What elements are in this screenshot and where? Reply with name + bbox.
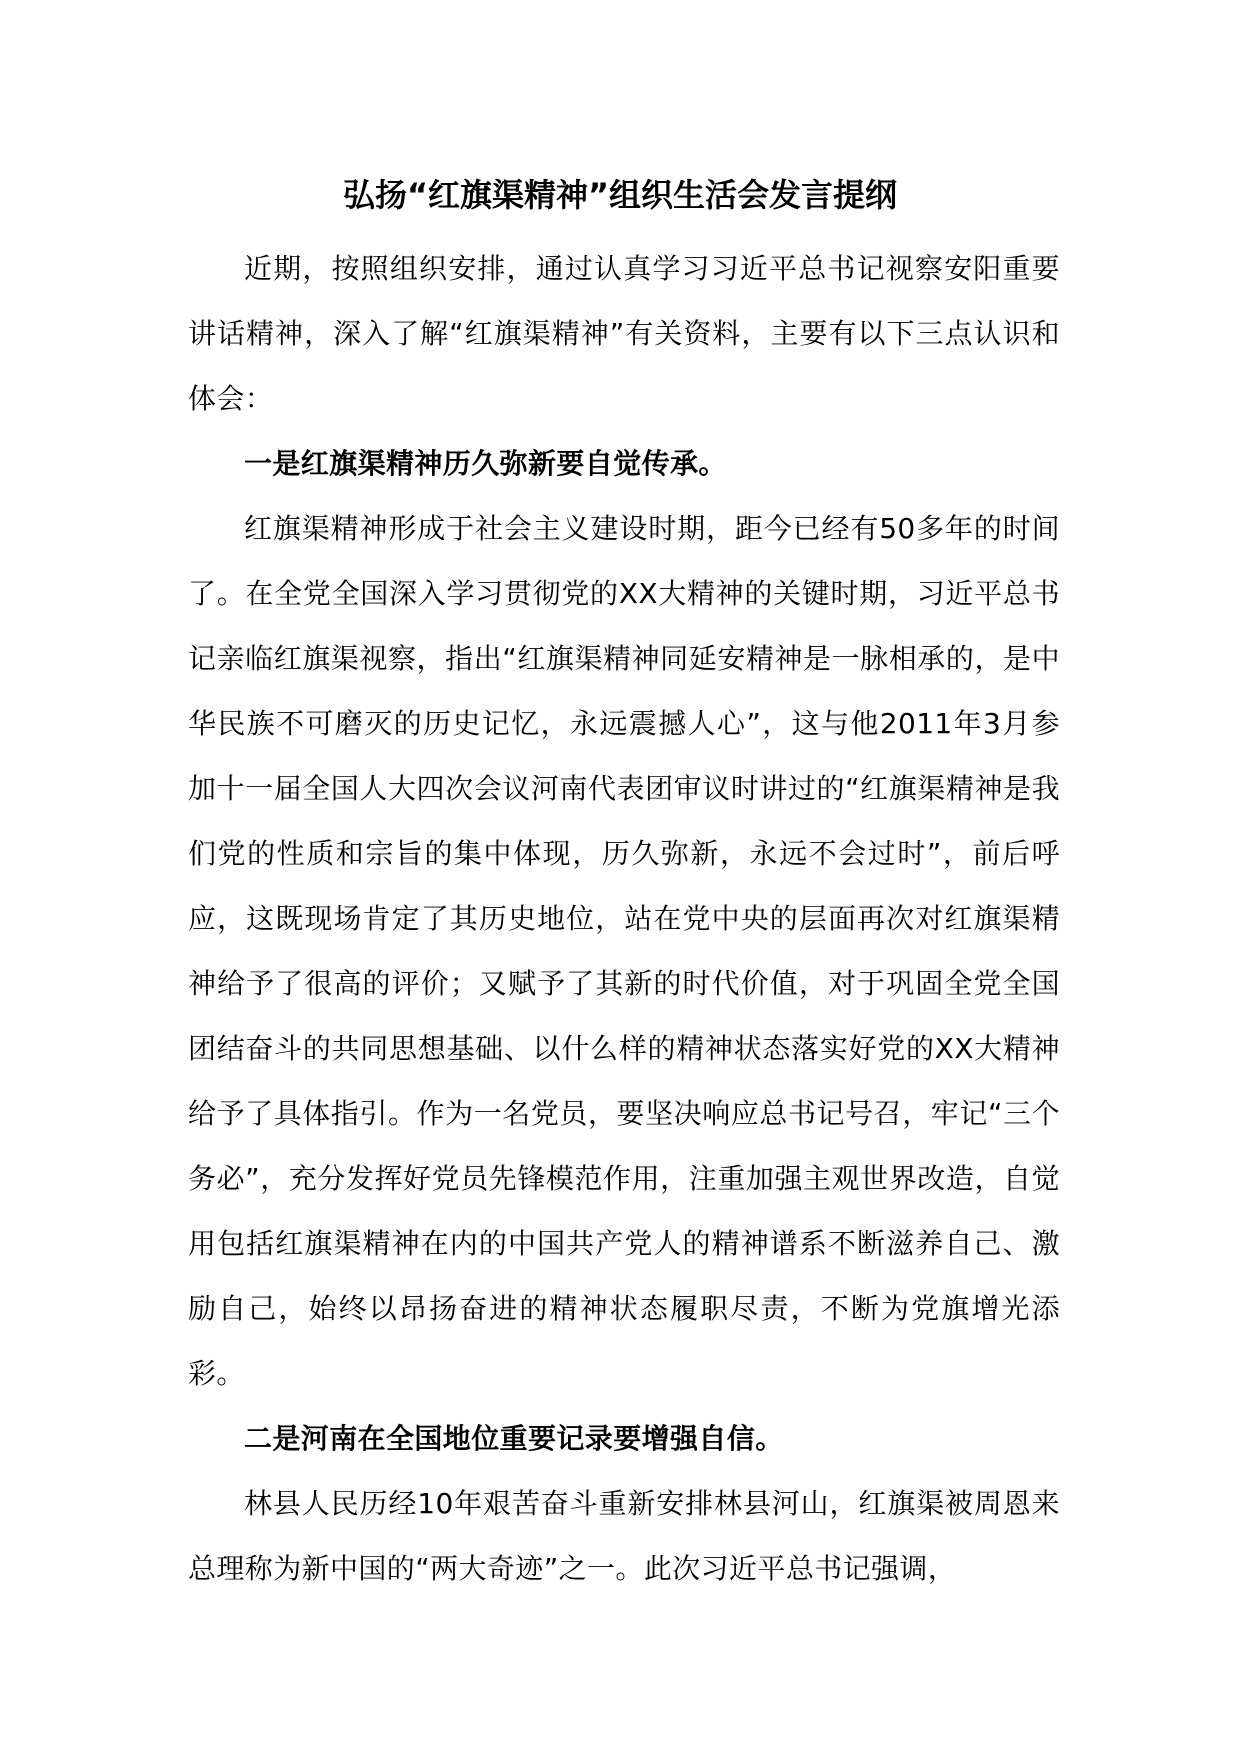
document-body: [188, 236, 1060, 1601]
section-heading-1: 一是红旗渠精神历久弥新要自觉传承。: [244, 447, 727, 480]
section-1-paragraph: 红旗渠精神形成于社会主义建设时期，距今已经有50多年的时间了。在全党全国深入学习贯彻党的XX大精神的关键时期，习近平总书记亲临红旗渠视察，指出“红旗渠精神同延安精神是一脉相承的，是中华民族不可磨灭的历史记忆，永远震撼人心”，这与他2011年3月参加十一届全国人大四次会议河南代表团审议时讲过的“红旗渠精神是我们党的性质和宗旨的集中体现，历久弥新，永远不会过时”，前后呼应，这既现场肯定了其历史地位，站在党中央的层面再次对红旗渠精神给予了很高的评价；又赋予了其新的时代价值，对于巩固全党全国团结奋斗的共同思想基础、以什么样的精神状态落实好党的XX大精神给予了具体指引。作为一名党员，要坚决响应总书记号召，牢记“三个务必”，充分发挥好党员先锋模范作用，注重加强主观世界改造，自觉用包括红旗渠精神在内的中国共产党人的精神谱系不断滋养自己、激励自己，始终以昂扬奋进的精神状态履职尽责，不断为党旗增光添彩。: [188, 512, 1060, 1390]
document-title: 弘扬“红旗渠精神”组织生活会发言提纲: [342, 176, 898, 214]
section-2-paragraph: 林县人民历经10年艰苦奋斗重新安排林县河山，红旗渠被周恩来总理称为新中国的“两大奇迹”之一。此次习近平总书记强调，: [188, 1487, 1060, 1585]
intro-paragraph: 近期，按照组织安排，通过认真学习习近平总书记视察安阳重要讲话精神，深入了解“红旗渠精神”有关资料，主要有以下三点认识和体会：: [188, 252, 1060, 415]
section-heading-2: 二是河南在全国地位重要记录要增强自信。: [244, 1422, 784, 1455]
